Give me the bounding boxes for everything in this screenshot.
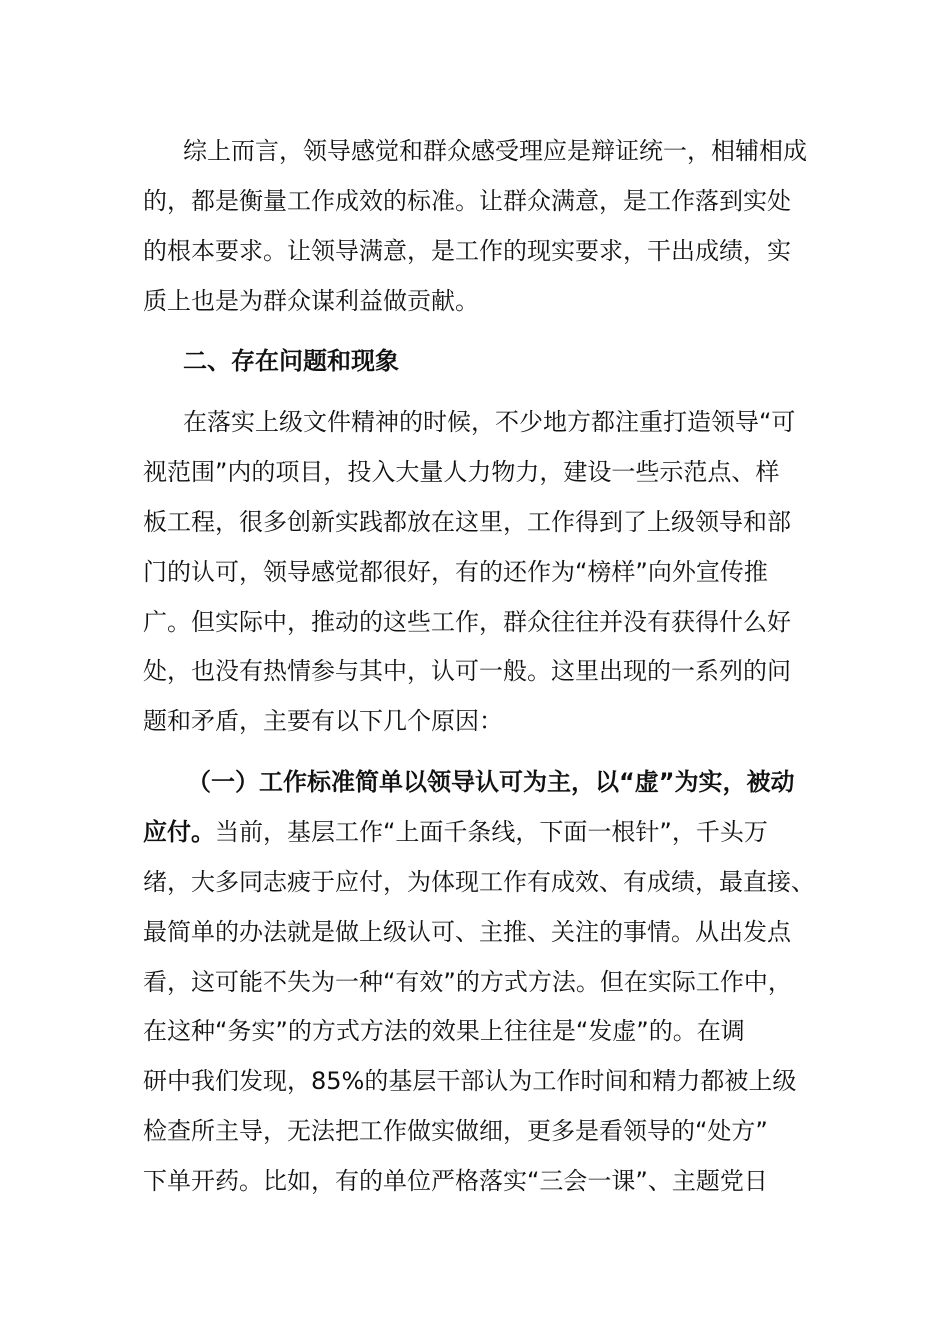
paragraph-line: 检查所主导，无法把工作做实做细，更多是看领导的“处方” xyxy=(143,1117,768,1146)
paragraph-line: 在这种“务实”的方式方法的效果上往往是“发虚”的。在调 xyxy=(143,1017,745,1046)
paragraph-line: 板工程，很多创新实践都放在这里，工作得到了上级领导和部 xyxy=(143,507,791,536)
paragraph-line-rest: 当前，基层工作“上面千条线，下面一根针”，千头万 xyxy=(215,817,768,846)
paragraph-line: 门的认可，领导感觉都很好，有的还作为“榜样”向外宣传推 xyxy=(143,557,768,586)
subheading-line: （一）工作标准简单以领导认可为主，以“虚”为实，被动 xyxy=(187,768,795,796)
paragraph-line: 在落实上级文件精神的时候，不少地方都注重打造领导“可 xyxy=(183,408,796,436)
paragraph-line: 看，这可能不失为一种“有效”的方式方法。但在实际工作中， xyxy=(143,967,792,996)
paragraph-line: 的根本要求。让领导满意，是工作的现实要求，干出成绩，实 xyxy=(143,236,791,265)
paragraph-line: 的，都是衡量工作成效的标准。让群众满意，是工作落到实处 xyxy=(143,186,791,215)
subheading-end: 应付。 xyxy=(143,817,215,846)
paragraph-line: 下单开药。比如，有的单位严格落实“三会一课”、主题党日 xyxy=(143,1167,768,1196)
section-heading: 二、存在问题和现象 xyxy=(183,347,399,375)
paragraph-problems xyxy=(143,398,808,747)
paragraph-reason-one xyxy=(143,758,815,1207)
paragraph-line: 绪，大多同志疲于应付，为体现工作有成效、有成绩，最直接、 xyxy=(143,867,815,896)
paragraph-line: 综上而言，领导感觉和群众感受理应是辩证统一，相辅相成 xyxy=(183,137,807,165)
paragraph-line: 题和矛盾，主要有以下几个原因： xyxy=(143,707,503,736)
paragraph-line: 最简单的办法就是做上级认可、主推、关注的事情。从出发点 xyxy=(143,917,791,946)
paragraph-line: 研中我们发现，85%的基层干部认为工作时间和精力都被上级 xyxy=(143,1067,797,1096)
paragraph-line: 广。但实际中，推动的这些工作，群众往往并没有获得什么好 xyxy=(143,607,791,636)
paragraph-line xyxy=(143,808,808,858)
paragraph-line: 质上也是为群众谋利益做贡献。 xyxy=(143,286,479,315)
section-heading-container xyxy=(143,337,808,387)
paragraph-line: 处，也没有热情参与其中，认可一般。这里出现的一系列的问 xyxy=(143,657,791,686)
paragraph-summary xyxy=(143,127,808,327)
paragraph-line: 视范围”内的项目，投入大量人力物力，建设一些示范点、样 xyxy=(143,457,780,486)
